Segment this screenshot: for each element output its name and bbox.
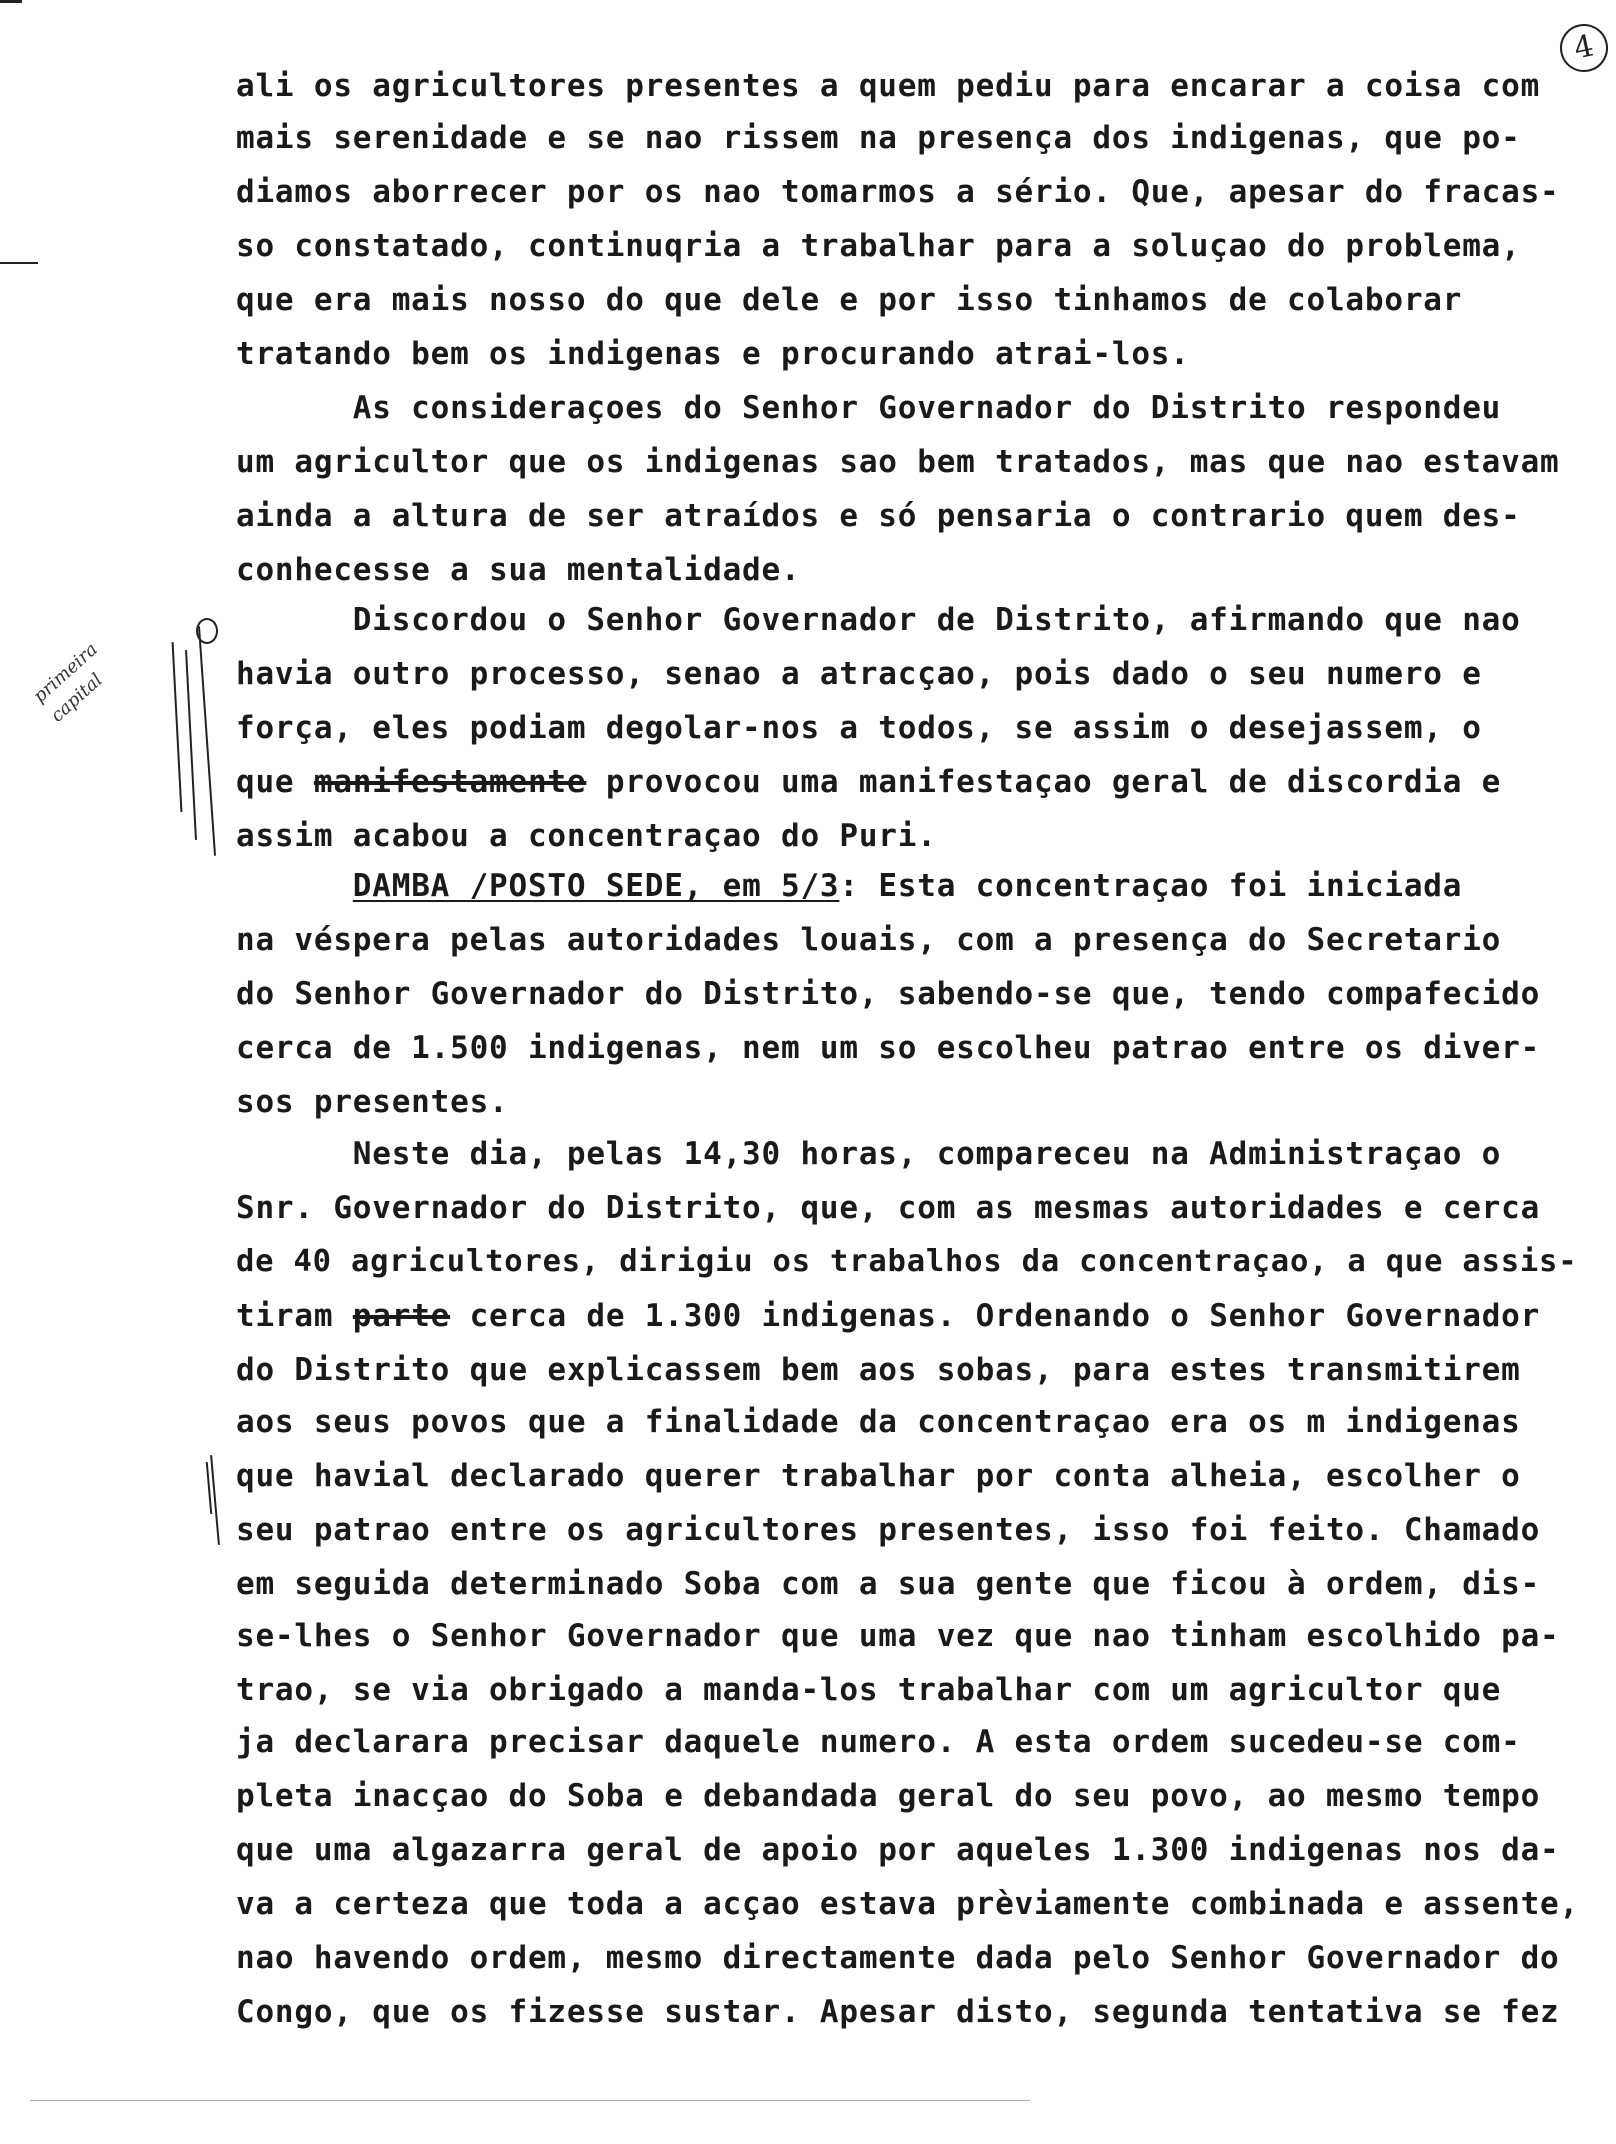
text-line: Discordou o Senhor Governador de Distrito, afirmando que nao — [236, 602, 1521, 638]
text-line: va a certeza que toda a acçao estava prèviamente combinada e assente, — [236, 1886, 1579, 1922]
text-fragment: provocou uma manifestaçao geral de discordia e — [586, 764, 1502, 800]
text-line: pleta inacçao do Soba e debandada geral do seu povo, ao mesmo tempo — [236, 1778, 1541, 1814]
text-fragment: : Esta concentraçao foi iniciada — [839, 868, 1463, 904]
text-line: aos seus povos que a finalidade da concentraçao era os m indigenas — [236, 1404, 1521, 1440]
text-line: As consideraçoes do Senhor Governador do Distrito respondeu — [236, 390, 1502, 426]
text-line: que era mais nosso do que dele e por isso tinhamos de colaborar — [236, 282, 1463, 318]
margin-mark — [210, 1455, 220, 1545]
text-line: que uma algazarra geral de apoio por aqueles 1.300 indigenas nos da- — [236, 1832, 1560, 1868]
text-line: nao havendo ordem, mesmo directamente dada pelo Senhor Governador do — [236, 1940, 1560, 1976]
text-line: tratando bem os indigenas e procurando atrai-los. — [236, 336, 1190, 372]
page-number: 4 — [1556, 20, 1613, 77]
text-fragment: que — [236, 764, 314, 800]
margin-mark — [172, 642, 183, 812]
text-line: que havial declarado querer trabalhar por conta alheia, escolher o — [236, 1458, 1521, 1494]
struck-text: manifestamente — [313, 764, 587, 800]
margin-mark — [198, 626, 216, 856]
text-line: seu patrao entre os agricultores presentes, isso foi feito. Chamado — [236, 1512, 1541, 1548]
text-line: Neste dia, pelas 14,30 horas, compareceu na Administraçao o — [236, 1136, 1502, 1172]
text-line: assim acabou a concentraçao do Puri. — [236, 818, 937, 854]
text-fragment: tiram — [236, 1298, 353, 1334]
text-line: cerca de 1.500 indigenas, nem um so escolheu patrao entre os diver- — [236, 1030, 1541, 1066]
text-line: ja declarara precisar daquele numero. A esta ordem sucedeu-se com- — [236, 1724, 1521, 1760]
text-line: do Senhor Governador do Distrito, sabendo-se que, tendo compafecido — [236, 976, 1541, 1012]
text-line: se-lhes o Senhor Governador que uma vez que nao tinham escolhido pa- — [236, 1618, 1560, 1654]
text-line: so constatado, continuqria a trabalhar para a soluçao do problema, — [236, 228, 1521, 264]
section-heading: DAMBA /POSTO SEDE, em 5/3 — [352, 868, 840, 904]
text-line: na véspera pelas autoridades louais, com a presença do Secretario — [236, 922, 1502, 958]
text-line: um agricultor que os indigenas sao bem tratados, mas que nao estavam — [236, 444, 1560, 480]
text-line: havia outro processo, senao a atracçao, pois dado o seu numero e — [236, 656, 1482, 692]
text-line: sos presentes. — [236, 1084, 509, 1120]
text-line: Congo, que os fizesse sustar. Apesar disto, segunda tentativa se fez — [236, 1994, 1560, 2030]
text-line: ainda a altura de ser atraídos e só pensaria o contrario quem des- — [236, 498, 1521, 534]
scan-border — [30, 2100, 1030, 2101]
text-line — [236, 866, 1462, 906]
text-line: do Distrito que explicassem bem aos sobas, para estes transmitirem — [236, 1352, 1521, 1388]
text-line: trao, se via obrigado a manda-los trabalhar com um agricultor que — [236, 1672, 1502, 1708]
text-line: de 40 agricultores, dirigiu os trabalhos da concentraçao, a que assis- — [236, 1244, 1578, 1279]
text-line: ali os agricultores presentes a quem pediu para encarar a coisa com — [236, 68, 1541, 104]
text-line: conhecesse a sua mentalidade. — [236, 552, 801, 588]
text-fragment: cerca de 1.300 indigenas. Ordenando o Senhor Governador — [450, 1298, 1541, 1334]
text-line: em seguida determinado Soba com a sua gente que ficou à ordem, dis- — [236, 1566, 1541, 1602]
corner-mark — [0, 0, 22, 3]
margin-dash — [0, 262, 38, 264]
text-line — [236, 1296, 1540, 1336]
margin-annotation: primeira capital — [29, 638, 107, 727]
text-line: mais serenidade e se nao rissem na presença dos indigenas, que po- — [236, 120, 1521, 156]
text-line — [236, 762, 1501, 802]
text-line: diamos aborrecer por os nao tomarmos a sério. Que, apesar do fracas- — [236, 174, 1560, 210]
text-line: Snr. Governador do Distrito, que, com as mesmas autoridades e cerca — [236, 1190, 1541, 1226]
struck-text: parte — [352, 1298, 451, 1334]
text-line: força, eles podiam degolar-nos a todos, se assim o desejassem, o — [236, 710, 1482, 746]
margin-mark — [185, 650, 197, 840]
margin-loop — [196, 618, 218, 644]
